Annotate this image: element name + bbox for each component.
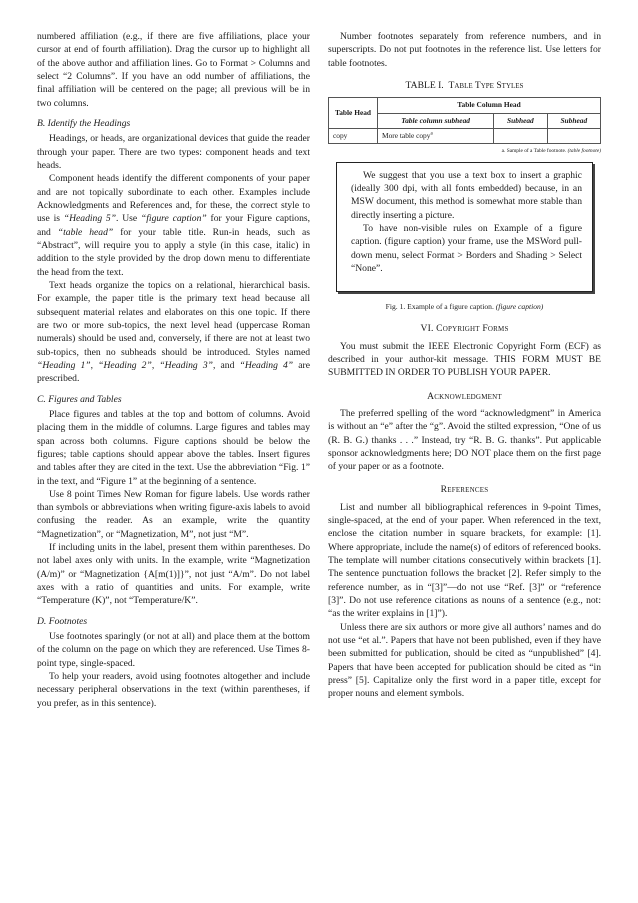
- acknowledgment-heading: Acknowledgment: [427, 390, 502, 402]
- figure-caption-style: (figure caption): [495, 301, 544, 311]
- table-column-head: Table Column Head: [378, 98, 601, 113]
- figure-caption-text: Fig. 1. Example of a figure caption.: [385, 301, 496, 311]
- table-cell-empty: [494, 128, 547, 143]
- table-title: [328, 79, 601, 92]
- table-subhead-2: Subhead: [494, 113, 547, 128]
- text-run: Component heads identify the different components of your paper and are not topically subordinate to each other. Examples include Acknowledgments and References and, for these, the correct style to use is: [37, 173, 310, 225]
- style-name-figure-caption: “figure caption”: [140, 213, 207, 225]
- section-d-paragraph-1: Use footnotes sparingly (or not at all) and place them at the bottom of the column on the page on which they are referenced. Use Times 8-point type, single-spaced.: [37, 631, 310, 669]
- table-footnote-marker: a: [430, 131, 433, 137]
- section-b-paragraph-2: [37, 172, 310, 279]
- intro-paragraph: numbered affiliation (e.g., if there are five affiliations, place your cursor at end of fourth affiliation). Drag the cursor up to highlight all of the above author and affiliation lines. Go to Format > Columns and select “2 Columns”. If you have an odd number of affiliations, the final affiliation will be centered on the page; all previous will be in two columns.: [37, 31, 310, 109]
- table-corner-header: Table Head: [329, 98, 378, 129]
- table-row-label: copy: [329, 128, 378, 143]
- text-run: Text heads organize the topics on a relational, hierarchical basis. For example, the paper title is the primary text head because all subsequent material relates and elaborates on this one topic. If there are two or more sub-topics, the next level head (uppercase Roman numerals) should be used and, conversely, if there are not at least two sub-topics, then no subheads should be introduced. Styles named: [37, 279, 310, 358]
- table-type-styles: [328, 97, 601, 144]
- section-vi-heading: VI. Copyright Forms: [420, 323, 509, 335]
- table-footnote-text: a. Sample of a Table footnote.: [501, 148, 568, 155]
- table-cell: [378, 128, 494, 143]
- section-c-paragraph-2: Use 8 point Times New Roman for figure labels. Use words rather than symbols or abbreviations when writing figure-axis labels to avoid confusing the reader. As an example, write the quantity “Magnetization”, or “Magnetization, M”, not just “M”.: [37, 488, 310, 540]
- section-c-heading: C. Figures and Tables: [37, 393, 122, 405]
- section-b-paragraph-3: [37, 279, 310, 386]
- text-run: ,: [151, 359, 160, 371]
- text-run: for your table title. Run-in heads, such as “Abstract”, will require you to apply a style (in this case, italic) in addition to the style provided by the drop down menu to differentiate the head from the text.: [37, 226, 310, 278]
- figure-caption: [328, 302, 601, 313]
- section-d-paragraph-2: To help your readers, avoid using footnotes altogether and include necessary peripheral observations in the text (within parentheses, if you prefer, as in this sentence).: [37, 671, 310, 709]
- table-cell-text: More table copy: [382, 130, 431, 140]
- style-name-heading1: “Heading 1”: [37, 359, 91, 371]
- section-c-paragraph-1: Place figures and tables at the top and bottom of columns. Avoid placing them in the middle of columns. Large figures and tables may span across both columns. Figure captions should be below the figures; table captions should appear above the tables. Insert figures and tables after they are cited in the text. Use the abbreviation “Fig. 1” in the text, and “Figure 1” at the beginning of a sentence.: [37, 408, 310, 487]
- section-b-paragraph-1: Headings, or heads, are organizational devices that guide the reader through your paper. There are two types: component heads and text heads.: [37, 133, 310, 171]
- text-run: are prescribed.: [37, 359, 310, 385]
- table-subhead-3: Subhead: [547, 113, 600, 128]
- text-run: ,: [90, 359, 99, 371]
- references-paragraph-1: List and number all bibliographical references in 9-point Times, single-spaced, at the end of your paper. When referenced in the text, enclose the citation number in square brackets, for example: [1]. Where appropriate, include the name(s) of editors of referenced books. The template will number citations consecutively within brackets [1]. The sentence punctuation follows the bracket [2]. Refer simply to the reference number, as in “[3]”—do not use “Ref. [3]” or “reference [3]”. Do not use reference citations as nouns of a sentence (e.g., not: “as the writer explains in [1]”).: [328, 501, 601, 620]
- footnote-paragraph: Number footnotes separately from reference numbers, and in superscripts. Do not put footnotes in the reference list. Use letters for table footnotes.: [328, 31, 601, 69]
- style-name-heading2: “Heading 2”: [98, 359, 152, 371]
- style-name-heading5: “Heading 5”: [63, 213, 117, 225]
- figure-box-paragraph-1: We suggest that you use a text box to insert a graphic (ideally 300 dpi, with all fonts embedded) because, in an MSW document, this method is somewhat more stable than directly inserting a picture.: [351, 169, 582, 221]
- table-title-text: Table Type Styles: [448, 79, 524, 91]
- style-name-heading3: “Heading 3”: [159, 359, 213, 371]
- figure-text-box: [336, 162, 593, 292]
- table-cell-empty: [547, 128, 600, 143]
- text-run: for your Figure captions, and: [37, 213, 311, 238]
- references-heading: References: [440, 484, 489, 496]
- acknowledgment-paragraph: The preferred spelling of the word “acknowledgment” in America is without an “e” after the “g”. Avoid the stilted expression, “One of us (R. B. G.) thanks . . .” Instead, try “R. B. G. thanks”. Put applicable sponsor acknowledgments here; DO NOT place them on the first page of your paper or as a footnote.: [328, 407, 601, 473]
- text-run: , and: [212, 359, 240, 371]
- style-name-heading4: “Heading 4”: [239, 359, 294, 371]
- table-number: TABLE I.: [405, 79, 444, 91]
- references-paragraph-2: Unless there are six authors or more give all authors’ names and do not use “et al.”. Papers that have not been published, even if they have been submitted for publication, should be cited as “unpublished” [4]. Papers that have been accepted for publication should be cited as “in press” [5]. Capitalize only the first word in a paper title, except for proper nouns and element symbols.: [328, 621, 601, 700]
- figure-box-paragraph-2: To have non-visible rules on Example of a figure caption. (figure caption) your frame, use the MSWord pull-down menu, select Format > Borders and Shading > Select “None”.: [351, 222, 582, 274]
- style-name-table-head: “table head”: [57, 226, 114, 238]
- section-c-paragraph-3: If including units in the label, present them within parentheses. Do not label axes only with units. In the example, write “Magnetization (A/m)” or “Magnetization {A[m(1)]}”, not just “A/m”. Do not label axes with a ratio of quantities and units. For example, write “Temperature (K)”, not “Temperature/K”.: [37, 542, 310, 607]
- section-vi-paragraph: You must submit the IEEE Electronic Copyright Form (ECF) as described in your author-kit message. THIS FORM MUST BE SUBMITTED IN ORDER TO PUBLISH YOUR PAPER.: [328, 340, 601, 379]
- right-column: [328, 30, 601, 701]
- section-b-heading: B. Identify the Headings: [37, 117, 131, 129]
- text-run: . Use: [116, 213, 141, 225]
- section-d-heading: D. Footnotes: [37, 615, 88, 627]
- table-subhead-1: Table column subhead: [378, 113, 494, 128]
- left-column: [37, 30, 310, 710]
- table-footnote: [328, 148, 601, 156]
- table-footnote-style: (table footnote): [567, 148, 601, 155]
